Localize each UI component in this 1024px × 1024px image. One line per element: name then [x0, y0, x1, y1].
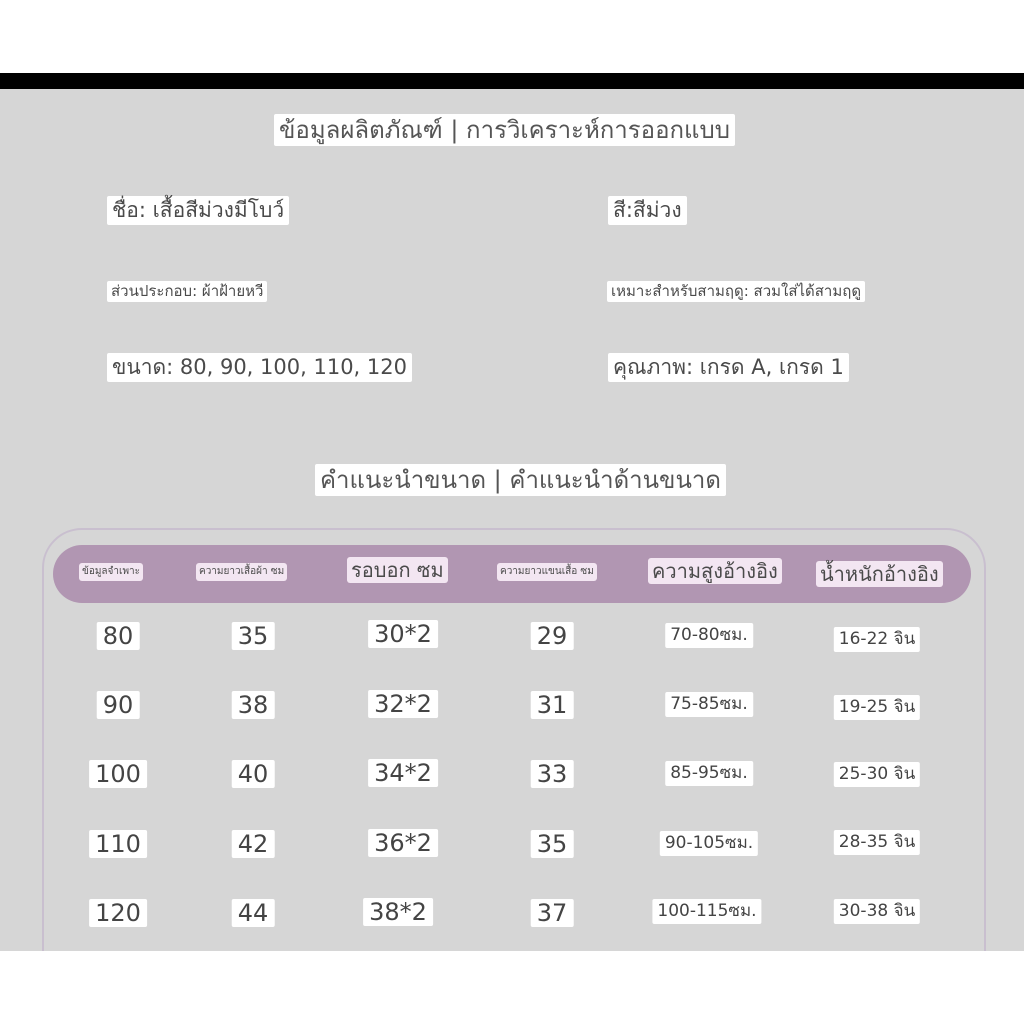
table-cell: 110	[89, 830, 147, 858]
table-cell: 85-95ซม.	[665, 761, 753, 786]
table-cell: 40	[232, 760, 275, 788]
table-cell: 38*2	[363, 898, 433, 926]
table-cell: 16-22 จิน	[834, 627, 920, 652]
table-cell: 31	[531, 691, 574, 719]
product-material: ส่วนประกอบ: ผ้าฝ้ายหวี	[107, 281, 267, 302]
bottom-white-margin	[0, 951, 1024, 1024]
size-guide-title: คำแนะนำขนาด | คำแนะนำด้านขนาด	[315, 464, 726, 496]
table-cell: 90-105ซม.	[660, 831, 758, 856]
table-cell: 75-85ซม.	[665, 692, 753, 717]
table-cell: 42	[232, 830, 275, 858]
table-cell: 25-30 จิน	[834, 762, 920, 787]
table-cell: 34*2	[368, 759, 438, 787]
product-color: สี:สีม่วง	[608, 196, 687, 225]
product-quality: คุณภาพ: เกรด A, เกรด 1	[608, 353, 849, 382]
product-sizes: ขนาด: 80, 90, 100, 110, 120	[107, 353, 412, 382]
header-chest: รอบอก ซม	[347, 557, 448, 583]
table-cell: 70-80ซม.	[665, 623, 753, 648]
table-cell: 28-35 จิน	[834, 830, 920, 855]
header-sleeve: ความยาวแขนเสื้อ ซม	[497, 563, 597, 581]
table-cell: 100	[89, 760, 147, 788]
product-name: ชื่อ: เสื้อสีม่วงมีโบว์	[107, 196, 289, 225]
table-cell: 120	[89, 899, 147, 927]
table-cell: 100-115ซม.	[652, 899, 761, 924]
table-cell: 33	[531, 760, 574, 788]
table-cell: 90	[97, 691, 140, 719]
header-spec: ข้อมูลจำเพาะ	[79, 563, 143, 581]
table-cell: 37	[531, 899, 574, 927]
product-info-title: ข้อมูลผลิตภัณฑ์ | การวิเคราะห์การออกแบบ	[274, 114, 735, 146]
table-cell: 29	[531, 622, 574, 650]
product-season: เหมาะสำหรับสามฤดู: สวมใส่ได้สามฤดู	[607, 281, 865, 302]
table-cell: 19-25 จิน	[834, 695, 920, 720]
table-cell: 32*2	[368, 690, 438, 718]
table-cell: 38	[232, 691, 275, 719]
table-cell: 30*2	[368, 620, 438, 648]
header-length: ความยาวเสื้อผ้า ซม	[196, 563, 287, 581]
header-height: ความสูงอ้างอิง	[648, 558, 782, 584]
top-black-bar	[0, 73, 1024, 89]
table-cell: 35	[531, 830, 574, 858]
header-weight: น้ำหนักอ้างอิง	[816, 561, 943, 587]
table-cell: 44	[232, 899, 275, 927]
table-cell: 36*2	[368, 829, 438, 857]
table-cell: 80	[97, 622, 140, 650]
table-cell: 35	[232, 622, 275, 650]
table-cell: 30-38 จิน	[834, 899, 920, 924]
